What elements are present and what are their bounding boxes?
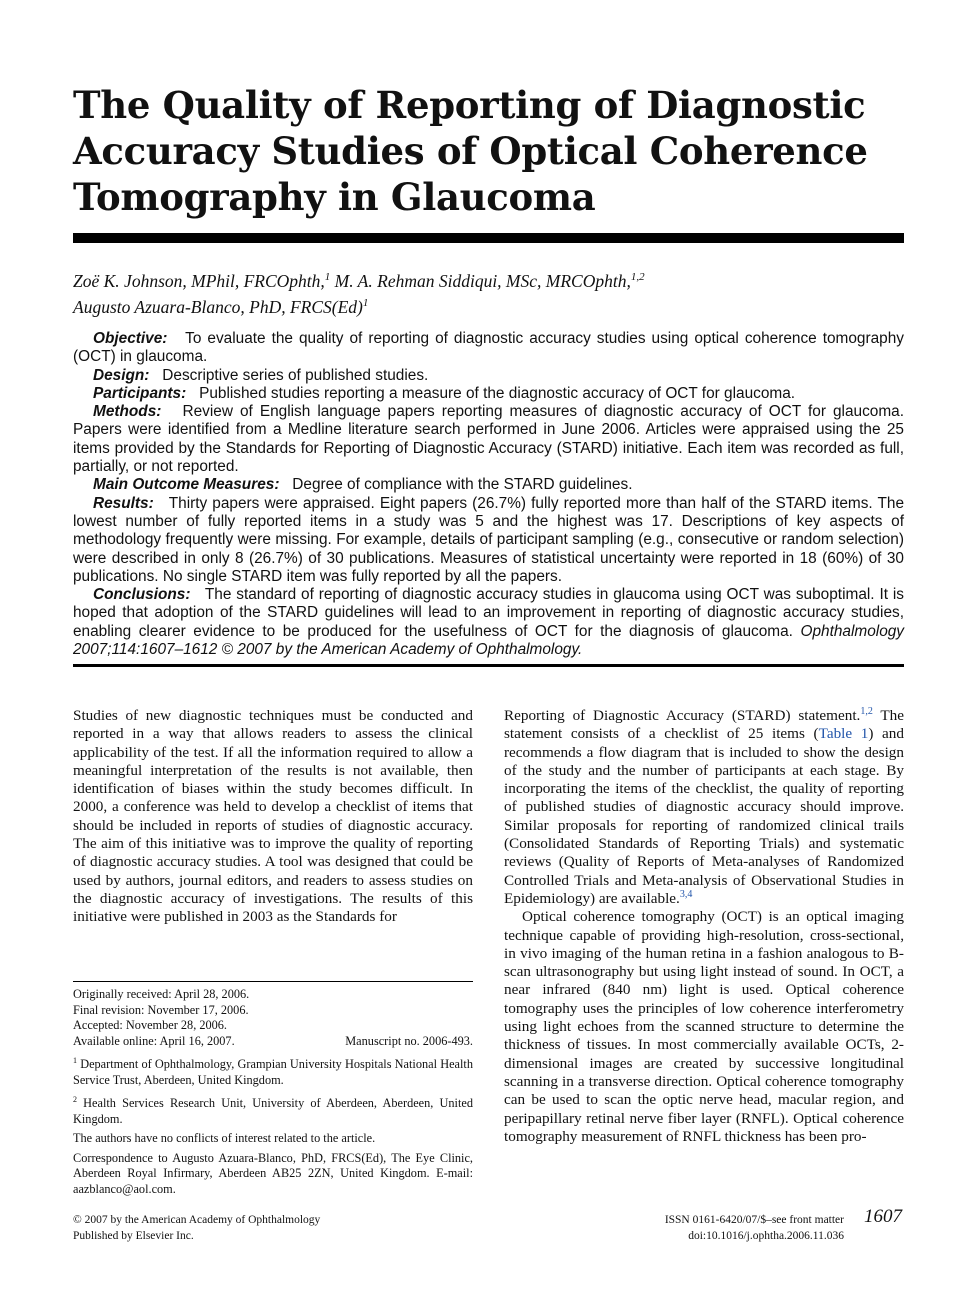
online-date: Available online: April 16, 2007. bbox=[73, 1033, 235, 1048]
abstract-objective bbox=[73, 330, 904, 367]
correspondence: Correspondence to Augusto Azuara-Blanco, PhD, FRCS(Ed), The Eye Clinic, Aberdeen Royal Infirmary, Aberdeen AB25 2ZN, United Kingdom. E-mail: aazblanco@aol.com. bbox=[73, 1150, 473, 1196]
body-paragraph: Optical coherence tomography (OCT) is an optical imaging technique capable of providing high-resolution, cross-sectional, in vivo imaging of the human retina in a fashion analogous to B-scan ultrasonography but using light instead of sound. In OCT, a near infrared (840 nm) light is used. Optical coherence tomography uses the principles of low coherence interferometry using light echoes from the scanned structure to determine the thickness of tissues. In most commercially available OCTs, 2-dimensional images are created by successive longitudinal scanning in a transverse direction. Optical coherence tomography can be used to scan the optic nerve head, macular region, and peripapillary retinal nerve fiber layer (RNFL). Optical coherence tomography measurement of RNFL thickness has been pro- bbox=[504, 908, 904, 1145]
accepted-date: Accepted: November 28, 2006. bbox=[73, 1018, 228, 1032]
objective-label: Objective: bbox=[93, 330, 168, 347]
conclusions-text: The standard of reporting of diagnostic accuracy studies in glaucoma using OCT was suboptimal. It is hoped that adoption of the STARD guidelines will lead to an improvement in reporting of diagnostic accuracy studies, enabling clearer evidence to be produced for the usefulness of OCT for the diagnosis of glaucoma. bbox=[73, 586, 904, 640]
title-rule bbox=[73, 233, 904, 243]
author-list bbox=[73, 266, 903, 318]
issn: ISSN 0161-6420/07/$–see front matter bbox=[664, 1214, 844, 1226]
author-2: M. A. Rehman Siddiqui, MSc, MRCOphth, bbox=[330, 270, 631, 291]
affiliation-2-text: Health Services Research Unit, University of Aberdeen, Aberdeen, United Kingdom. bbox=[73, 1096, 473, 1126]
methods-label: Methods: bbox=[93, 403, 162, 421]
participants-label: Participants: bbox=[93, 384, 187, 402]
author-2-affiliation: 1,2 bbox=[630, 271, 645, 283]
copyright: © 2007 by the American Academy of Ophthalmology bbox=[73, 1214, 321, 1226]
revision-date: Final revision: November 17, 2006. bbox=[73, 1002, 249, 1017]
author-3: Augusto Azuara-Blanco, PhD, FRCS(Ed) bbox=[73, 296, 363, 317]
affiliation-2 bbox=[73, 1092, 473, 1127]
author-1: Zoë K. Johnson, MPhil, FRCOphth, bbox=[73, 270, 325, 291]
abstract-results bbox=[73, 495, 904, 586]
reference-link[interactable]: 3,4 bbox=[679, 888, 693, 900]
abstract-participants bbox=[73, 385, 904, 403]
participants-text: Published studies reporting a measure of the diagnostic accuracy of OCT for glaucoma. bbox=[199, 384, 796, 402]
paper-title: The Quality of Reporting of Diagnostic Accuracy Studies of Optical Coherence Tomography in Glaucoma bbox=[73, 83, 868, 219]
abstract-citation: Ophthalmology 2007;114:1607–1612 © 2007 by the American Academy of Ophthalmology. bbox=[73, 622, 905, 659]
page-number: 1607 bbox=[864, 1206, 902, 1227]
results-text: Thirty papers were appraised. Eight papers (26.7%) fully reported more than half of the STARD items. The lowest number of fully reported items in a study was 5 and the highest was 17. Descriptions of key aspects of methodology frequently were missing. For example, details of participant sampling (e.g., consecutive or random selection) were described in only 8 (26.7%) of 30 publications. Measures of statistical uncertainty were reported in 18 (60%) of 30 publications. No single STARD item was fully reported by all the papers. bbox=[73, 494, 904, 585]
publisher: Published by Elsevier Inc. bbox=[73, 1229, 194, 1242]
manuscript-number: Manuscript no. 2006-493. bbox=[345, 1033, 473, 1048]
body-column-right bbox=[504, 707, 904, 1146]
affiliation-2-mark: 2 bbox=[73, 1095, 77, 1105]
footer-right bbox=[640, 1213, 844, 1244]
body-paragraph: Studies of new diagnostic techniques must be conducted and reported in a way that allows readers to assess the clinical applicability of the test. If all the information required to allow a meaningful interpretation of the results is not available, then identification of biases within the study becomes difficult. In 2000, a conference was held to develop a checklist of items that should be included in reports of studies of diagnostic accuracy. The aim of this initiative was to improve the quality of reporting of diagnostic accuracy studies. A tool was designed that could be used by authors, journal editors, and readers to assess studies on the diagnostic accuracy of investigations. The results of this initiative were published in 2003 as the Standards for bbox=[73, 707, 473, 926]
author-3-affiliation: 1 bbox=[362, 296, 369, 309]
abstract bbox=[73, 330, 904, 659]
body-column-left bbox=[73, 707, 473, 927]
methods-text: Review of English language papers reporting measures of diagnostic accuracy of OCT for glaucoma. Papers were identified from a Medline literature search performed in June 2006. Articles were appraised using the 25 items provided by the Standards for Reporting of Diagnostic Accuracy (STARD) initiative. Each item was recorded as full, partially, or not reported. bbox=[73, 403, 904, 476]
abstract-methods bbox=[73, 403, 904, 476]
footnotes bbox=[73, 987, 473, 1201]
footnote-rule bbox=[73, 981, 473, 982]
design-label: Design: bbox=[93, 366, 150, 384]
doi: doi:10.1016/j.ophtha.2006.11.036 bbox=[688, 1229, 844, 1242]
body-paragraph bbox=[504, 707, 904, 908]
affiliation-1-text: Department of Ophthalmology, Grampian University Hospitals National Health Service Trust, Aberdeen, United Kingdom. bbox=[73, 1057, 473, 1087]
objective-text: To evaluate the quality of reporting of diagnostic accuracy studies using optical coherence tomography (OCT) in glaucoma. bbox=[73, 330, 904, 366]
results-label: Results: bbox=[93, 494, 154, 512]
affiliation-1 bbox=[73, 1053, 473, 1088]
conflicts-statement: The authors have no conflicts of interest related to the article. bbox=[73, 1131, 376, 1146]
reference-link[interactable]: 1,2 bbox=[860, 705, 873, 717]
online-date-line bbox=[73, 1034, 473, 1050]
abstract-rule bbox=[73, 664, 904, 667]
table-1-link[interactable]: Table 1 bbox=[818, 725, 869, 743]
design-text: Descriptive series of published studies. bbox=[162, 366, 429, 384]
author-1-affiliation: 1 bbox=[324, 271, 331, 283]
body-text: Reporting of Diagnostic Accuracy (STARD) statement. bbox=[504, 707, 861, 724]
body-text: The statement consists of a checklist of 25 items ( bbox=[504, 707, 905, 743]
body-text: ) and recommends a flow diagram that is included to show the design of the study and the number of participants at each stage. By incorporating the items of the checklist, the quality of reporting of published studies of diagnostic accuracy should improve. Similar proposals for reporting of randomized clinical trails (Consolidated Standards of Reporting Trials) and systematic reviews (Quality of Reports of Meta-analyses of Randomized Controlled Trials and Meta-analysis of Observational Studies in Epidemiology) are available. bbox=[504, 725, 904, 907]
conclusions-label: Conclusions: bbox=[93, 586, 191, 604]
abstract-conclusions bbox=[73, 586, 904, 659]
received-date: Originally received: April 28, 2006. bbox=[73, 987, 250, 1001]
affiliation-1-mark: 1 bbox=[73, 1056, 77, 1065]
outcome-label: Main Outcome Measures: bbox=[93, 476, 280, 494]
abstract-outcome bbox=[73, 476, 904, 494]
outcome-text: Degree of compliance with the STARD guidelines. bbox=[292, 476, 633, 494]
footer-left bbox=[73, 1213, 320, 1244]
abstract-design bbox=[73, 367, 904, 385]
